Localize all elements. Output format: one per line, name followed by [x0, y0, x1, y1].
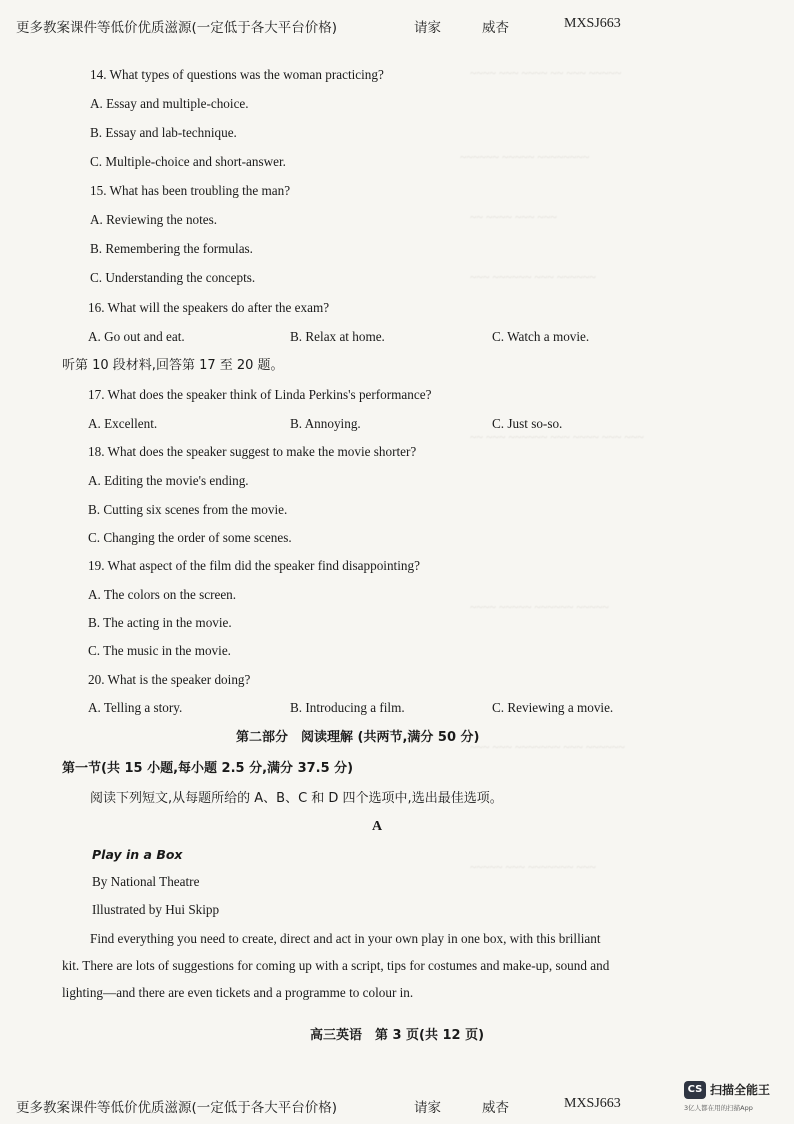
passage-label: A: [372, 819, 383, 834]
bleed-through-text: ~~~~ ~~~~~ ~~~~~~ ~~~~~: [470, 600, 609, 614]
paragraph-line: lighting—and there are even tickets and a programme to colour in.: [62, 985, 414, 1000]
question-stem: 17. What does the speaker think of Linda Perkins's performance?: [88, 387, 432, 402]
bleed-through-text: ~~ ~~~ ~~~~~~ ~~~ ~~~~ ~~~ ~~~: [470, 430, 644, 444]
option: C. Multiple-choice and short-answer.: [90, 154, 286, 169]
option: A. Editing the movie's ending.: [88, 473, 249, 488]
banner-text: 更多教案课件等低价优质滋源(一定低于各大平台价格): [16, 20, 338, 36]
bleed-through-text: ~~~~~~ ~~~~~ ~~~~~~~~: [460, 150, 590, 164]
banner-text: 更多教案课件等低价优质滋源(一定低于各大平台价格): [16, 1100, 338, 1116]
book-title: Play in a Box: [92, 847, 183, 862]
bleed-through-text: ~~ ~~~~ ~~~ ~~~: [470, 210, 557, 224]
paragraph-line: Find everything you need to create, direct and act in your own play in one box, with this brilliant: [90, 931, 601, 946]
camscanner-icon: CS: [684, 1081, 706, 1099]
banner-code: MXSJ663: [564, 1096, 621, 1111]
option: B. Remembering the formulas.: [90, 241, 253, 256]
question-stem: 16. What will the speakers do after the exam?: [88, 300, 330, 315]
option: B. Introducing a film.: [290, 700, 405, 715]
option: A. Go out and eat.: [88, 329, 185, 344]
bleed-through-text: ~~~ ~~~~~~ ~~~ ~~~~~~: [470, 270, 596, 284]
banner-user: 威杏: [482, 20, 509, 36]
banner-user: 威杏: [482, 1100, 509, 1116]
banner-code: MXSJ663: [564, 16, 621, 31]
instruction: 阅读下列短文,从每题所给的 A、B、C 和 D 四个选项中,选出最佳选项。: [90, 791, 503, 806]
question-stem: 20. What is the speaker doing?: [88, 672, 251, 687]
paragraph-line: kit. There are lots of suggestions for coming up with a script, tips for costumes and make-up, sound and: [62, 958, 610, 973]
section-note: 听第 10 段材料,回答第 17 至 20 题。: [62, 358, 284, 373]
option: C. Just so-so.: [492, 416, 563, 431]
option: C. Changing the order of some scenes.: [88, 530, 292, 545]
bottom-banner: [16, 1096, 794, 1116]
option: A. Essay and multiple-choice.: [90, 96, 249, 111]
question-stem: 14. What types of questions was the woman practicing?: [90, 67, 384, 82]
logo-tagline: 3亿人都在用的扫描App: [684, 1104, 753, 1112]
question-stem: 18. What does the speaker suggest to make the movie shorter?: [88, 444, 417, 459]
option: B. The acting in the movie.: [88, 615, 232, 630]
option: B. Essay and lab-technique.: [90, 125, 237, 140]
bleed-through-text: ~~~ ~~~ ~~~~~~~ ~~~ ~~~~~~: [470, 740, 625, 754]
option: A. Excellent.: [88, 416, 158, 431]
option: C. Understanding the concepts.: [90, 270, 256, 285]
banner-contact: 请家: [414, 20, 441, 36]
illustrated-by: Illustrated by Hui Skipp: [92, 902, 220, 917]
camscanner-logo: [684, 1081, 789, 1117]
bleed-through-text: ~~~~ ~~~ ~~~~ ~~ ~~~ ~~~~~: [470, 66, 622, 80]
option: C. Reviewing a movie.: [492, 700, 614, 715]
question-stem: 15. What has been troubling the man?: [90, 183, 291, 198]
option: B. Annoying.: [290, 416, 361, 431]
question-stem: 19. What aspect of the film did the speaker find disappointing?: [88, 558, 420, 573]
option: A. Telling a story.: [88, 700, 183, 715]
option: B. Cutting six scenes from the movie.: [88, 502, 288, 517]
part-title: 第二部分 阅读理解 (共两节,满分 50 分): [236, 730, 480, 745]
by-line: By National Theatre: [92, 874, 200, 889]
bleed-through-text: ~~~~~ ~~~ ~~~~~~~ ~~~: [470, 860, 596, 874]
top-banner: [16, 16, 794, 36]
option: B. Relax at home.: [290, 329, 385, 344]
section-title: 第一节(共 15 小题,每小题 2.5 分,满分 37.5 分): [62, 761, 354, 776]
option: C. The music in the movie.: [88, 643, 231, 658]
option: A. The colors on the screen.: [88, 587, 237, 602]
logo-name: 扫描全能王: [710, 1083, 771, 1097]
banner-contact: 请家: [414, 1100, 441, 1116]
option: C. Watch a movie.: [492, 329, 590, 344]
option: A. Reviewing the notes.: [90, 212, 218, 227]
page-footer: 高三英语 第 3 页(共 12 页): [309, 1028, 485, 1043]
